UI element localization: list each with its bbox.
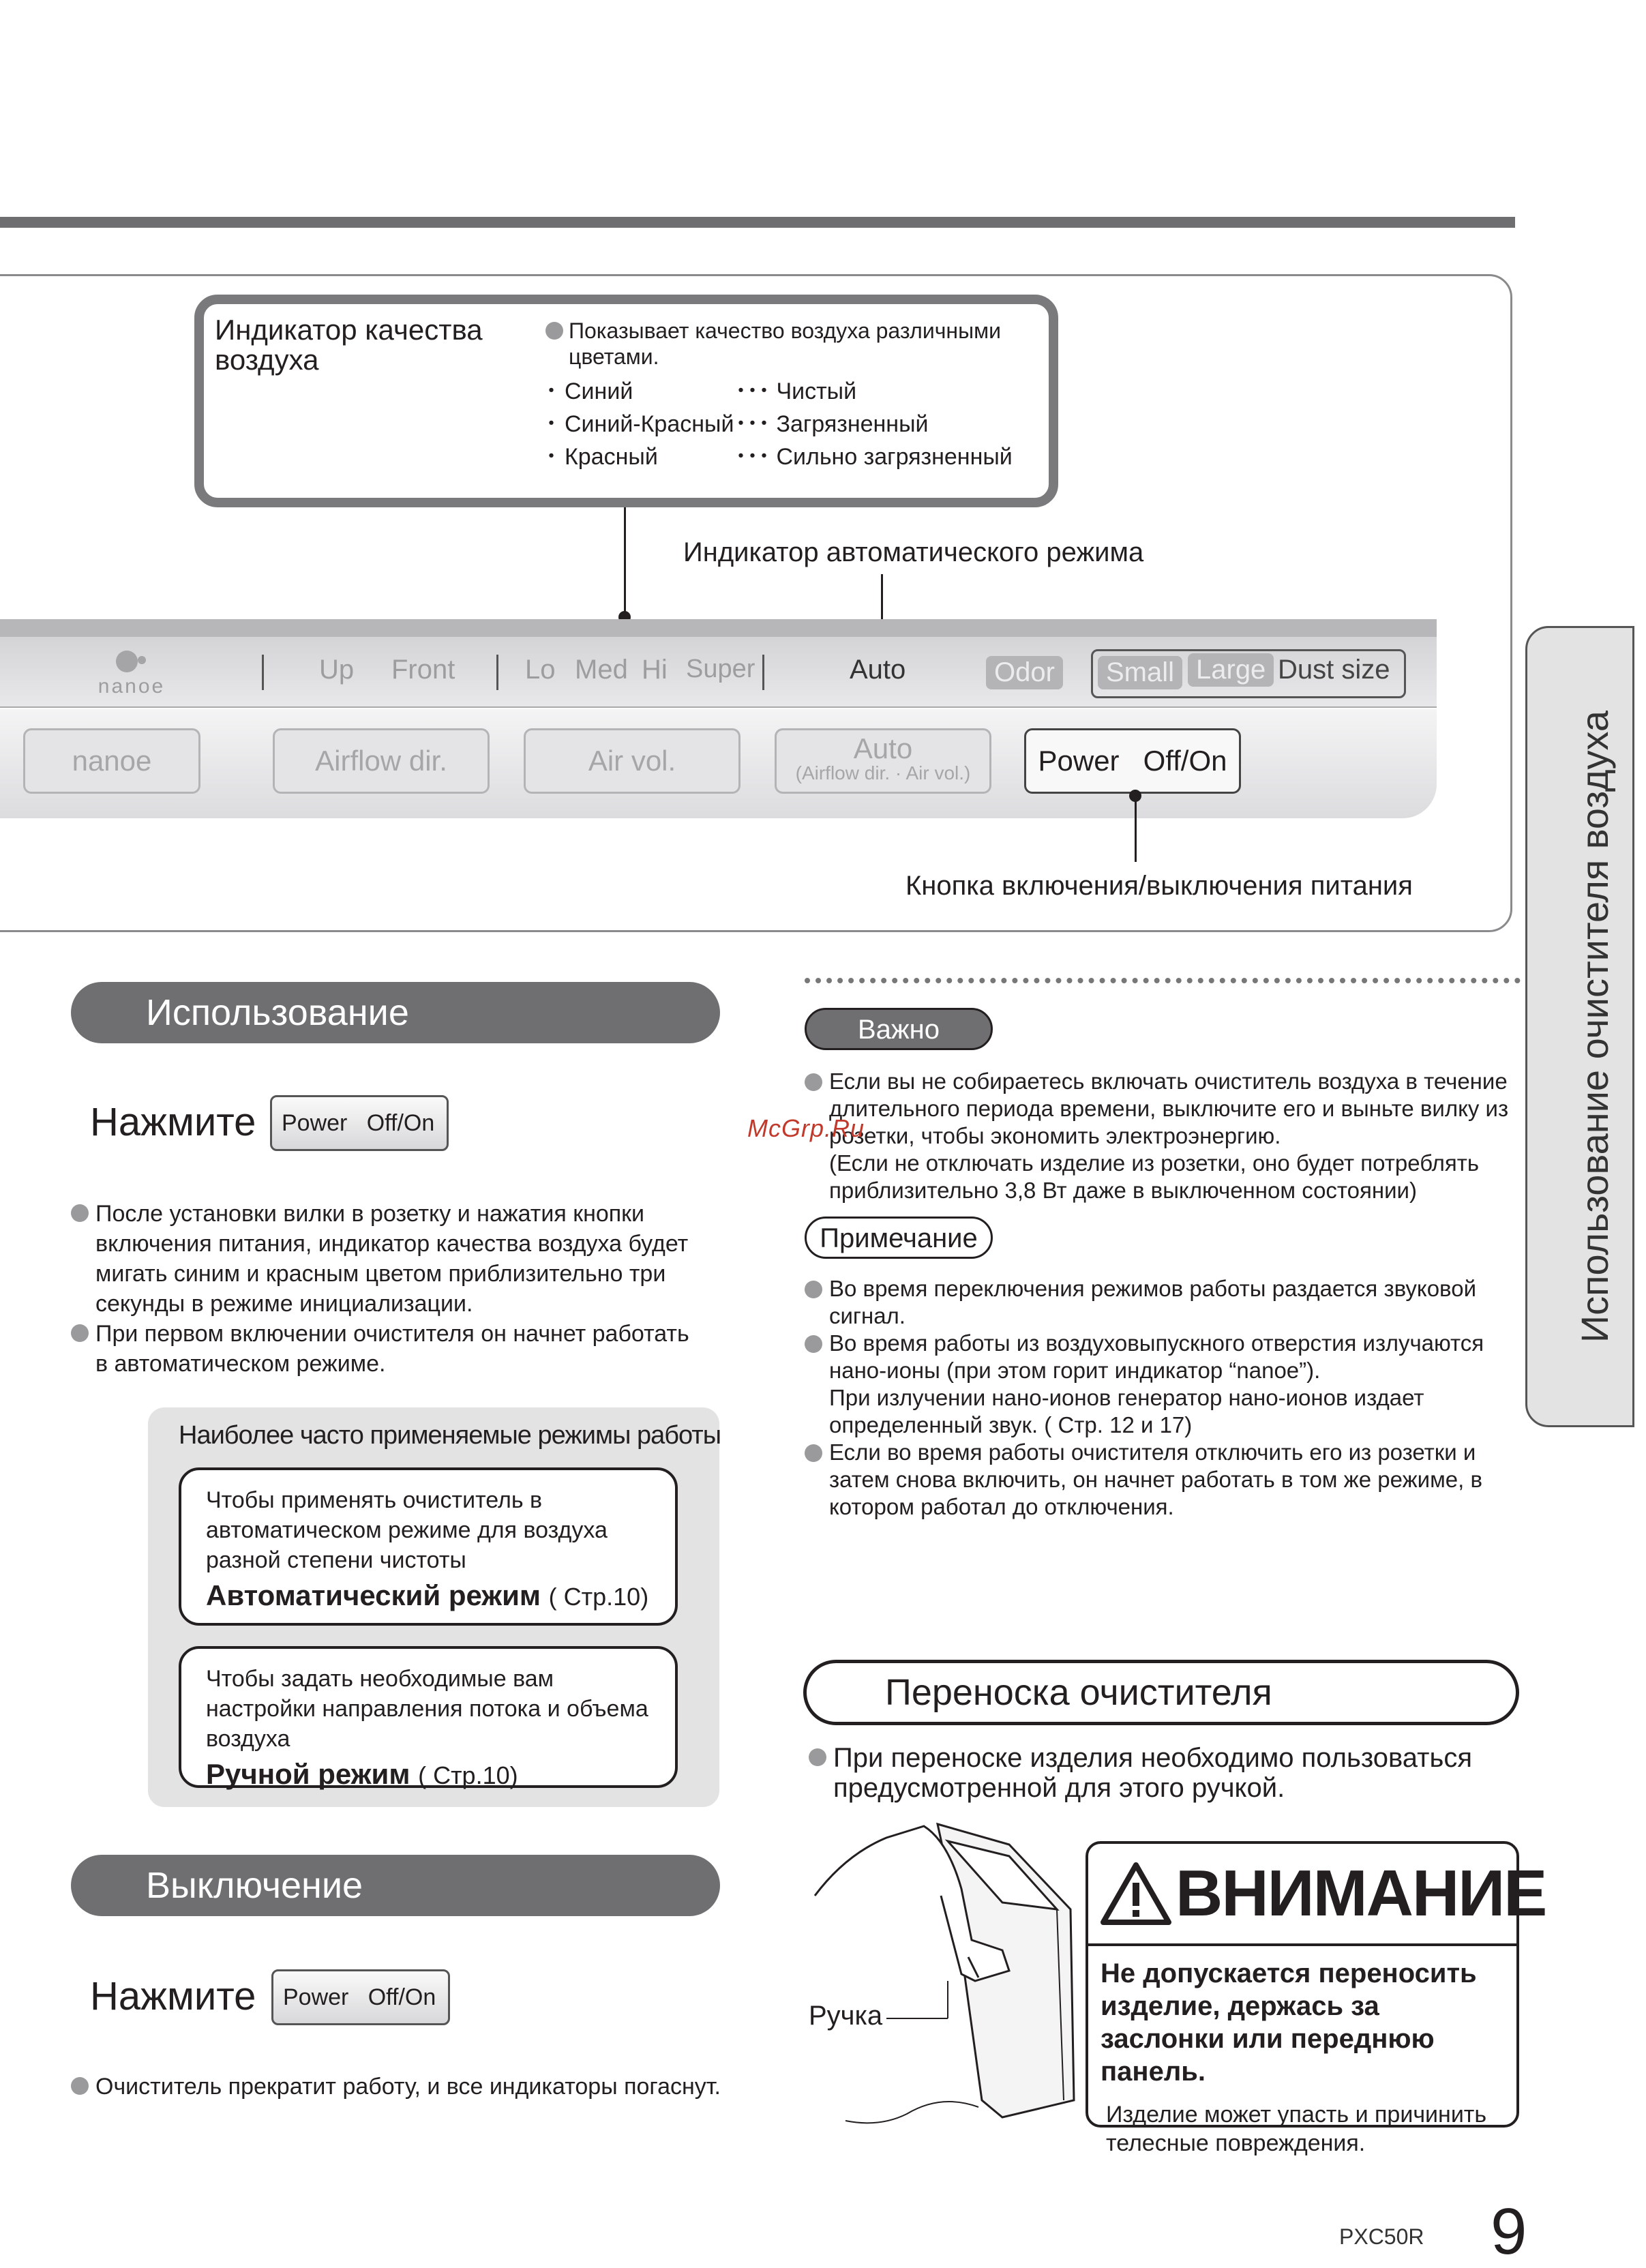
warning-header	[1088, 1844, 1546, 1946]
dotted-divider	[805, 978, 1521, 983]
page-number: 9	[1491, 2195, 1527, 2268]
separator	[496, 655, 498, 690]
auto-mode-text: Чтобы применять очиститель в автоматическом режиме для воздуха разной степени чистоты	[206, 1487, 608, 1573]
power-button[interactable]	[1024, 728, 1241, 794]
aq-leader-line	[624, 507, 626, 616]
note-text: Во время переключения режимов работы раздается звуковой сигнал. Во время работы из воздуховыпускного отверстия излучаются нано-ионы (при этом горит индикатор “nanoe”). При излучении нано-ионов генератор нано-ионов издает определенный звук. ( Стр. 12 и 17) Если во время работы очистителя отключить его из розетки и затем снова включить, он начнет работать в том же режиме, в котором работал до отключения.	[805, 1275, 1521, 1521]
off-power-button[interactable]: Power Off/On	[271, 1969, 450, 2025]
warning-text: Изделие может упасть и причинить телесные повреждения.	[1106, 2102, 1487, 2156]
top-rule	[0, 217, 1515, 228]
manual-mode-ref: ( Стр.10)	[418, 1761, 518, 1789]
modes-title: Наиболее часто применяемые режимы работы	[179, 1421, 721, 1450]
transport-text: При переноске изделия необходимо пользоваться предусмотренной для этого ручкой.	[809, 1743, 1518, 1803]
bullet-icon	[71, 2077, 89, 2095]
power-button-offon: Off/On	[1143, 745, 1227, 777]
model-number: PXC50R	[1339, 2224, 1424, 2249]
warning-title: ВНИМАНИЕ	[1176, 1857, 1546, 1930]
auto-indicator-label: Индикатор автоматического режима	[683, 537, 1144, 567]
bullet-icon	[805, 1073, 822, 1091]
indicator-auto: Auto	[850, 655, 906, 685]
indicator-lo: Lo	[525, 655, 556, 685]
warning-bold-text: Не допускается переносить изделие, держась за заслонки или переднюю панель.	[1101, 1958, 1477, 2087]
separator	[762, 655, 764, 690]
air-quality-row: ･ Синий-Красный･･･ Загрязненный	[545, 411, 929, 437]
bullet-icon	[805, 1335, 822, 1353]
indicator-hi: Hi	[642, 655, 668, 685]
off-section-title: Выключение	[71, 1855, 720, 1916]
note-label: Примечание	[805, 1217, 993, 1259]
bullet-icon	[71, 1324, 89, 1342]
indicator-odor: Odor	[986, 656, 1063, 689]
usage-section-title: Использование	[71, 982, 720, 1043]
important-text: Если вы не собираетесь включать очиститель воздуха в течение длительного периода времени, выключите его и выньте вилку из розетки, чтобы экономить электроэнергию. (Если не отключать изделие из розетки, оно будет потреблять приблизительно 3,8 Вт даже в выключенном состоянии)	[805, 1068, 1521, 1204]
bullet-icon	[805, 1444, 822, 1462]
air-quality-description	[545, 318, 1036, 473]
airflow-direction-button[interactable]: Airflow dir.	[273, 728, 490, 794]
warning-box	[1086, 1841, 1546, 2156]
nanoe-logo-icon	[115, 649, 149, 674]
manual-mode-card	[179, 1646, 678, 1788]
important-label: Важно	[805, 1008, 993, 1050]
indicator-up: Up	[319, 655, 355, 685]
power-button-label: Power	[1038, 745, 1120, 777]
indicator-super: Super	[686, 655, 755, 683]
air-volume-button[interactable]: Air vol.	[524, 728, 740, 794]
usage-power-button[interactable]: Power Off/On	[270, 1095, 449, 1151]
indicator-front: Front	[391, 655, 455, 685]
warning-triangle-icon	[1101, 1861, 1171, 1926]
auto-mode-name: Автоматический режим	[206, 1579, 541, 1611]
indicator-med: Med	[575, 655, 628, 685]
indicator-small: Small	[1098, 656, 1182, 689]
bullet-icon	[809, 1748, 826, 1766]
indicator-large: Large	[1188, 653, 1274, 687]
nanoe-logo: nanoe	[80, 649, 183, 697]
auto-button-sublabel: (Airflow dir. · Air vol.)	[795, 762, 971, 784]
auto-button[interactable]	[775, 728, 991, 794]
bullet-icon	[71, 1204, 89, 1222]
off-bullet: Очиститель прекратит работу, и все индикаторы погаснут.	[71, 2072, 753, 2102]
air-quality-title: Индикатор качества воздуха	[215, 314, 483, 376]
usage-bullets: После установки вилки в розетку и нажатия кнопки включения питания, индикатор качества воздуха будет мигать синим и красным цветом приблизительно три секунды в режиме инициализации. При первом включении очистителя он начнет работать в автоматическом режиме.	[71, 1199, 698, 1379]
power-leader-dot	[1129, 790, 1141, 802]
power-button-caption: Кнопка включения/выключения питания	[906, 871, 1413, 901]
side-tab-label: Использование очистителя воздуха	[1573, 710, 1616, 1343]
indicator-dust-size: Dust size	[1278, 655, 1390, 685]
watermark: McGrp.Ru	[747, 1114, 865, 1142]
auto-button-label: Auto	[853, 732, 913, 764]
off-press-label: Нажмите	[90, 1974, 256, 2018]
air-quality-row: ･ Синий ･･･ Чистый	[545, 378, 857, 404]
auto-mode-card	[179, 1467, 678, 1626]
handle-label: Ручка	[809, 2001, 883, 2031]
nanoe-button[interactable]: nanoe	[23, 728, 200, 794]
power-leader-line	[1135, 794, 1137, 862]
separator	[262, 655, 264, 690]
auto-mode-ref: ( Стр.10)	[548, 1583, 649, 1611]
transport-section-title: Переноска очистителя	[803, 1660, 1519, 1725]
air-quality-description-text: Показывает качество воздуха различными цветами.	[569, 318, 1001, 369]
manual-mode-text: Чтобы задать необходимые вам настройки направления потока и объема воздуха	[206, 1666, 648, 1752]
bullet-icon	[805, 1281, 822, 1298]
manual-mode-name: Ручной режим	[206, 1758, 410, 1790]
usage-press-label: Нажмите	[90, 1100, 256, 1144]
air-quality-row: ･ Красный ･･･ Сильно загрязненный	[545, 444, 1013, 470]
bullet-icon	[545, 322, 563, 340]
purifier-carry-illustration	[805, 1814, 1077, 2128]
